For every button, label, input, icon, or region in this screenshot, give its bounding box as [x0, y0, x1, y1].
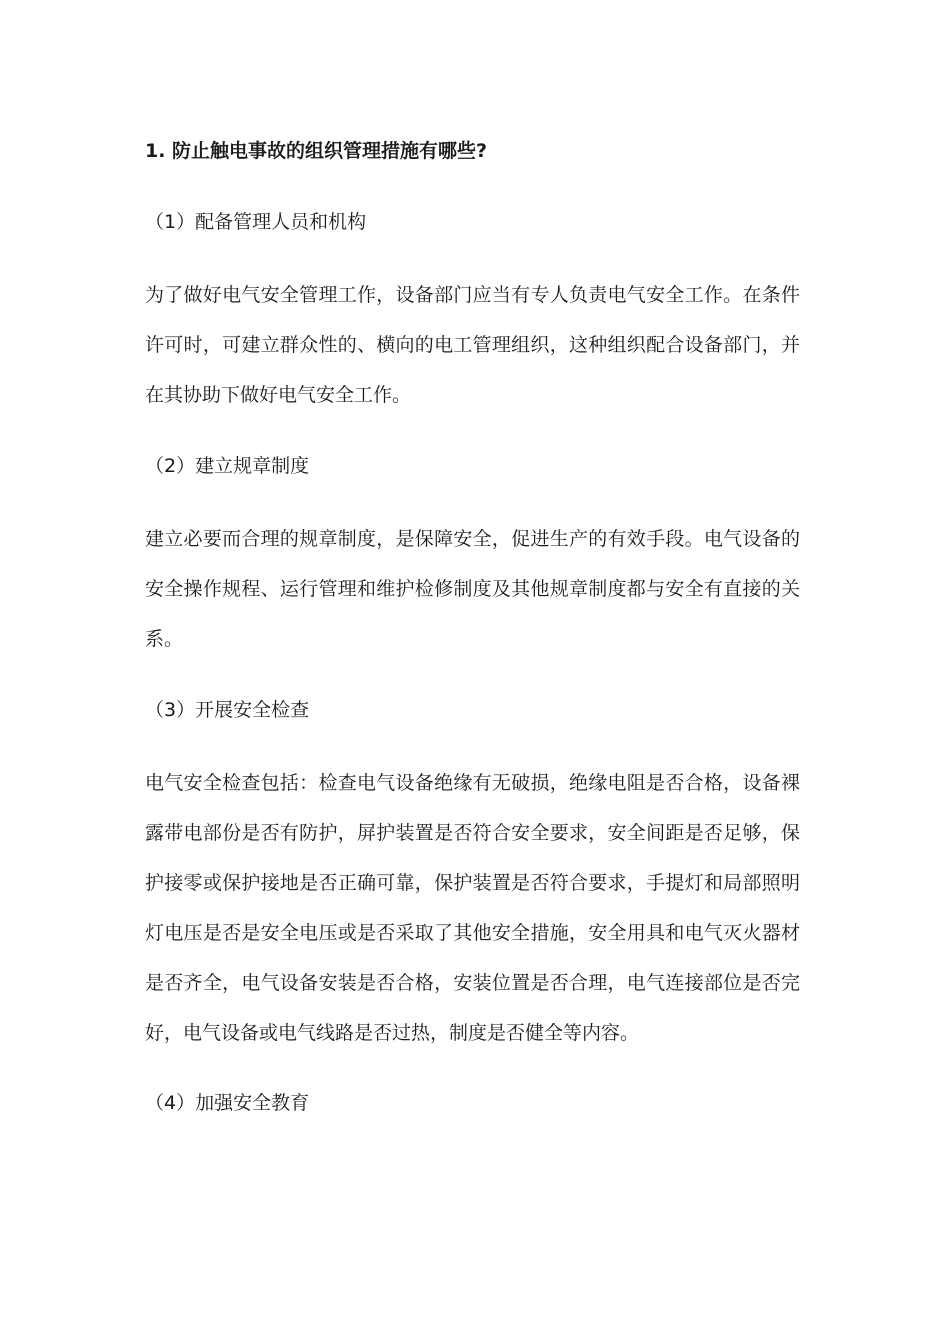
section-heading-2: （2）建立规章制度: [145, 455, 310, 477]
section-paragraph-1: 为了做好电气安全管理工作，设备部门应当有专人负责电气安全工作。在条件许可时，可建立群众性的、横向的电工管理组织，这种组织配合设备部门，并在其协助下做好电气安全工作。: [145, 284, 800, 406]
section-heading-1: （1）配备管理人员和机构: [145, 211, 367, 233]
question-title: 1. 防止触电事故的组织管理措施有哪些?: [145, 140, 488, 162]
section-paragraph-3: 电气安全检查包括：检查电气设备绝缘有无破损，绝缘电阻是否合格，设备裸露带电部份是否有防护，屏护装置是否符合安全要求，安全间距是否足够，保护接零或保护接地是否正确可靠，保护装置是否符合要求，手提灯和局部照明灯电压是否是安全电压或是否采取了其他安全措施，安全用具和电气灭火器材是否齐全，电气设备安装是否合格，安装位置是否合理，电气连接部位是否完好，电气设备或电气线路是否过热，制度是否健全等内容。: [145, 772, 800, 1044]
section-heading-3: （3）开展安全检查: [145, 699, 310, 721]
section-paragraph-2: 建立必要而合理的规章制度，是保障安全，促进生产的有效手段。电气设备的安全操作规程、运行管理和维护检修制度及其他规章制度都与安全有直接的关系。: [145, 528, 800, 650]
section-heading-4: （4）加强安全教育: [145, 1092, 310, 1114]
